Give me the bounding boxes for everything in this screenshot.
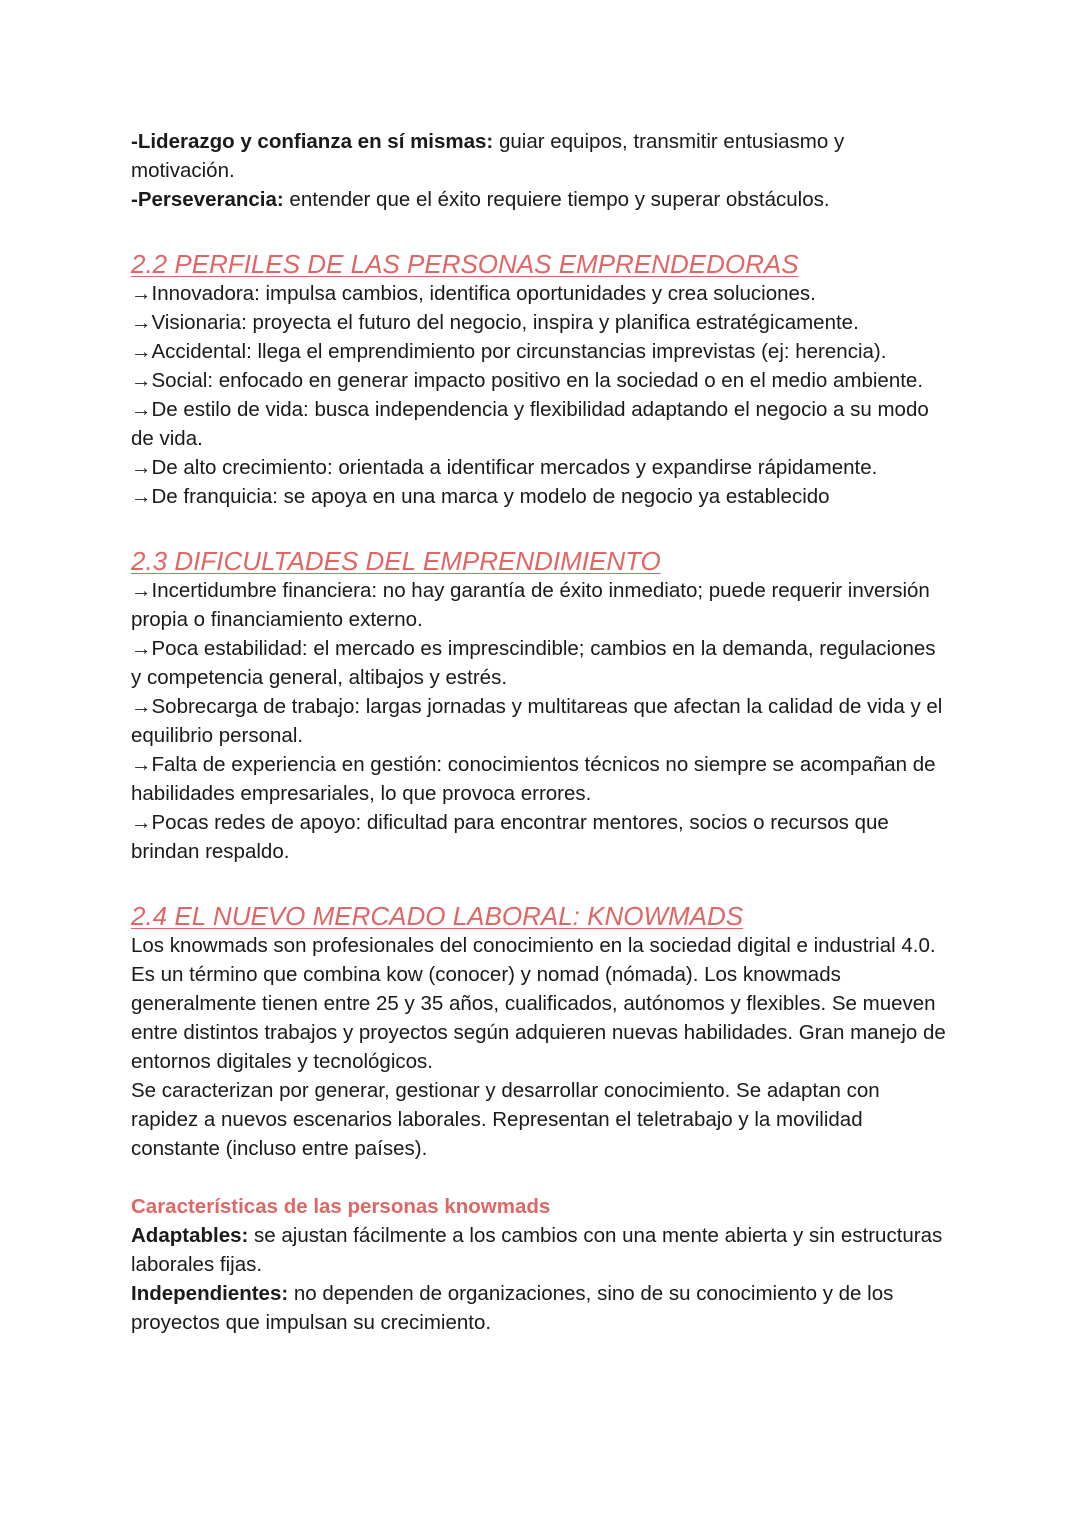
difficulty-item: →Pocas redes de apoyo: dificultad para encontrar mentores, socios o recursos que brindan respaldo. [131,811,889,863]
knowmads-paragraph-2: Se caracterizan por generar, gestionar y desarrollar conocimiento. Se adaptan con rapidez a nuevos escenarios laborales. Representan el teletrabajo y la movilidad constante (incluso entre países). [131,1079,880,1160]
profile-item: →Visionaria: proyecta el futuro del negocio, inspira y planifica estratégicamente. [131,311,859,334]
difficulty-item: →Falta de experiencia en gestión: conocimientos técnicos no siempre se acompañan de habilidades empresariales, lo que provoca errores. [131,753,936,805]
knowmads-paragraph-1: Los knowmads son profesionales del conocimiento en la sociedad digital e industrial 4.0. Es un término que combina kow (conocer) y nomad (nómada). Los knowmads generalmente tienen entre 25 y 35 años, cualificados, autónomos y flexibles. Se mueven entre distintos trabajos y proyectos según adquieren nuevas habilidades. Gran manejo de entornos digitales y tecnológicos. [131,934,946,1073]
trait-independientes-text: no dependen de organizaciones, sino de su conocimiento y de los proyectos que impulsan su crecimiento. [131,1282,894,1334]
intro-leadership-text: guiar equipos, transmitir entusiasmo y motivación. [131,130,845,182]
spacer [131,214,951,243]
intro-perseverance-text: entender que el éxito requiere tiempo y superar obstáculos. [283,188,830,211]
profile-item: →De estilo de vida: busca independencia y flexibilidad adaptando el negocio a su modo de vida. [131,398,929,450]
section-2-3-heading: 2.3 DIFICULTADES DEL EMPRENDIMIENTO [131,546,661,576]
spacer [131,1163,951,1192]
document-page [131,127,951,1337]
knowmads-characteristics-heading: Características de las personas knowmads [131,1195,551,1218]
profile-item: →De franquicia: se apoya en una marca y modelo de negocio ya establecido [131,485,830,508]
difficulty-item: →Poca estabilidad: el mercado es imprescindible; cambios en la demanda, regulaciones y competencia general, altibajos y estrés. [131,637,936,689]
intro-perseverance [131,185,951,214]
intro-leadership-label: -Liderazgo y confianza en sí mismas: [131,130,494,153]
section-2-2-heading: 2.2 PERFILES DE LAS PERSONAS EMPRENDEDORAS [131,249,799,279]
difficulty-item: →Sobrecarga de trabajo: largas jornadas y multitareas que afectan la calidad de vida y el equilibrio personal. [131,695,943,747]
trait-adaptables [131,1221,951,1279]
profile-item: →De alto crecimiento: orientada a identificar mercados y expandirse rápidamente. [131,456,878,479]
spacer [131,866,951,895]
trait-adaptables-text: se ajustan fácilmente a los cambios con una mente abierta y sin estructuras laborales fijas. [131,1224,943,1276]
profile-item: →Innovadora: impulsa cambios, identifica oportunidades y crea soluciones. [131,282,816,305]
profile-item: →Accidental: llega el emprendimiento por circunstancias imprevistas (ej: herencia). [131,340,887,363]
intro-perseverance-label: -Perseverancia: [131,188,284,211]
trait-adaptables-label: Adaptables: [131,1224,249,1247]
profile-item: →Social: enfocado en generar impacto positivo en la sociedad o en el medio ambiente. [131,369,924,392]
difficulty-item: →Incertidumbre financiera: no hay garantía de éxito inmediato; puede requerir inversión propia o financiamiento externo. [131,579,930,631]
trait-independientes [131,1279,951,1337]
section-2-4-heading: 2.4 EL NUEVO MERCADO LABORAL: KNOWMADS [131,901,744,931]
intro-leadership [131,127,951,185]
spacer [131,511,951,540]
trait-independientes-label: Independientes: [131,1282,289,1305]
